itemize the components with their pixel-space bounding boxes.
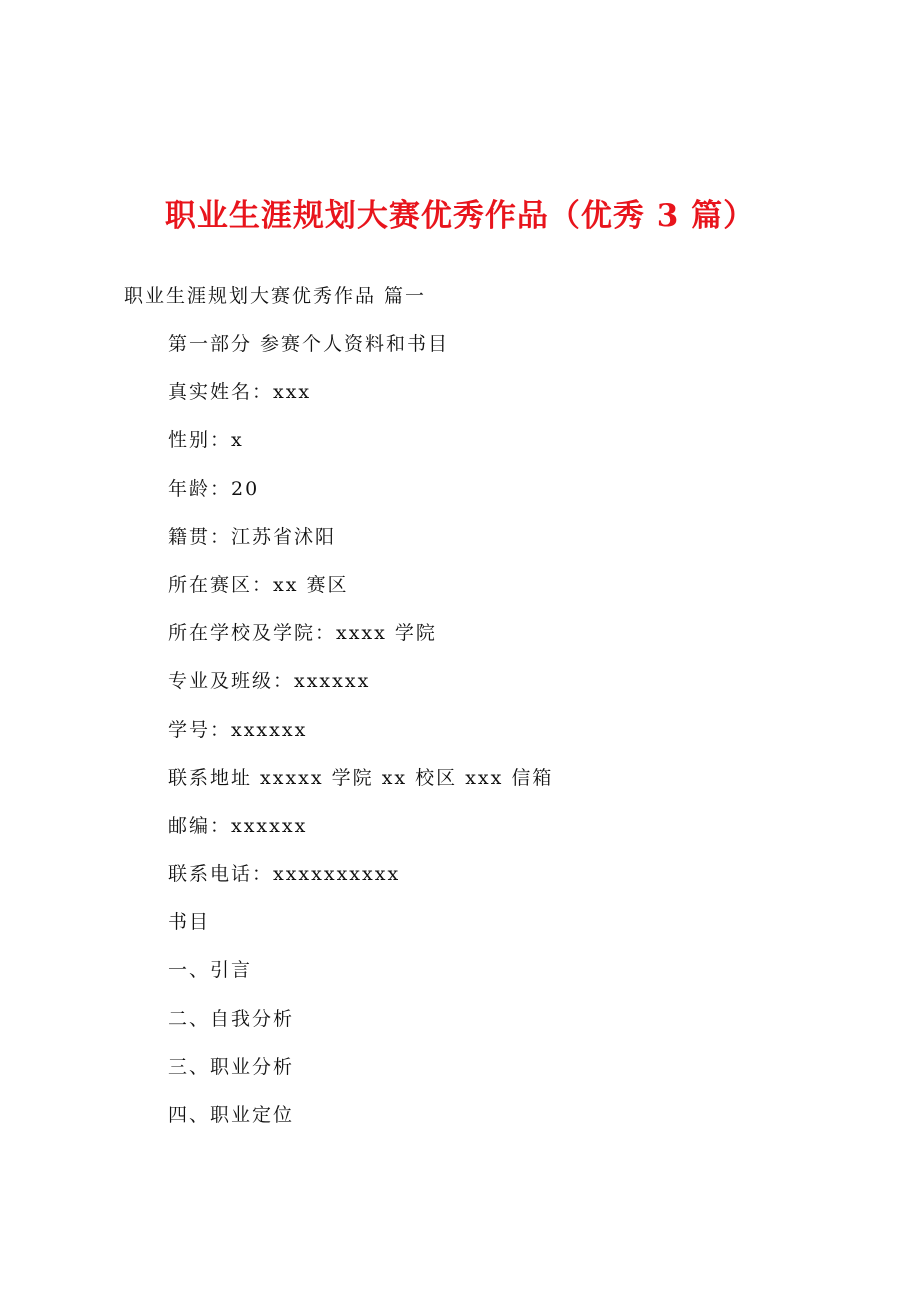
document-title: 职业生涯规划大赛优秀作品（优秀 3 篇） bbox=[164, 198, 756, 234]
text-line: 联系电话：xxxxxxxxxx bbox=[168, 863, 401, 886]
text-line: 年龄：20 bbox=[168, 477, 260, 500]
text-line: 四、职业定位 bbox=[168, 1104, 295, 1126]
content-lines bbox=[168, 328, 553, 1147]
text-line: 三、职业分析 bbox=[168, 1055, 295, 1078]
text-line: 真实姓名：xxx bbox=[168, 381, 312, 404]
text-line: 专业及班级：xxxxxx bbox=[168, 670, 371, 693]
text-line: 籍贯：江苏省沭阳 bbox=[168, 525, 337, 548]
text-line: 学号：xxxxxx bbox=[168, 718, 308, 741]
text-line: 所在赛区：xx 赛区 bbox=[168, 573, 349, 596]
section-heading: 职业生涯规划大赛优秀作品 篇一 bbox=[124, 285, 427, 307]
text-line: 联系地址 xxxxx 学院 xx 校区 xxx 信箱 bbox=[168, 766, 554, 789]
text-line: 二、自我分析 bbox=[168, 1007, 295, 1030]
text-line: 一、引言 bbox=[168, 959, 253, 982]
text-line: 性别：x bbox=[168, 429, 244, 452]
text-line: 邮编：xxxxxx bbox=[168, 814, 308, 837]
text-line: 所在学校及学院：xxxx 学院 bbox=[168, 622, 437, 645]
text-line: 书目 bbox=[168, 911, 211, 934]
text-line: 第一部分 参赛个人资料和书目 bbox=[168, 333, 450, 355]
